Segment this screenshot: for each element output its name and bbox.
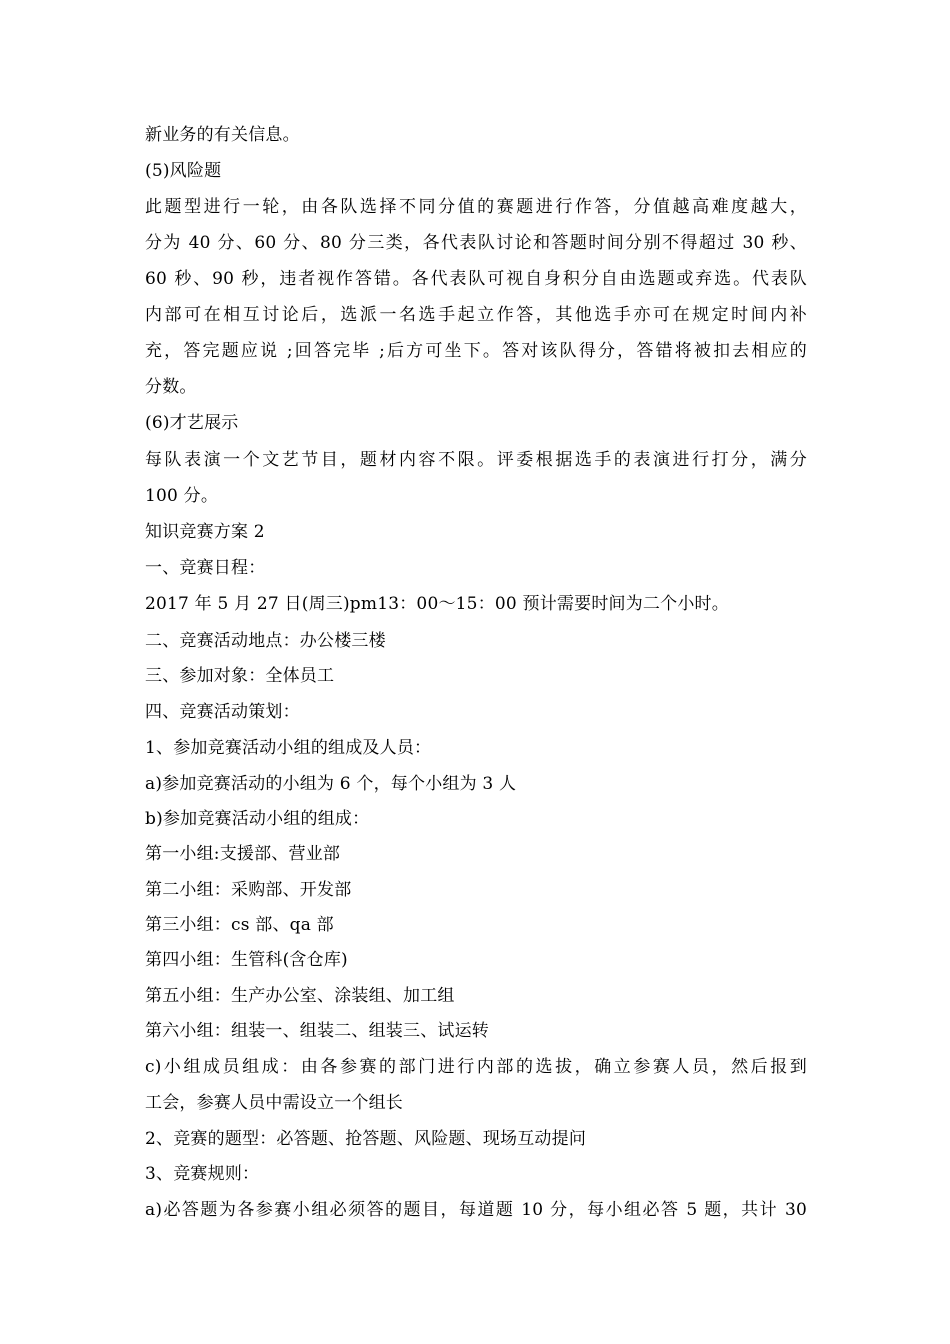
text-line: 工会，参赛人员中需设立一个组长	[145, 1093, 403, 1113]
text-line: 一、竞赛日程：	[145, 558, 266, 578]
text-line: 知识竞赛方案 2	[145, 522, 265, 542]
text-line: 四、竞赛活动策划：	[145, 702, 300, 722]
text-line: 每队表演一个文艺节目，题材内容不限。评委根据选手的表演进行打分，满分	[145, 450, 807, 470]
text-line: c)小组成员组成：由各参赛的部门进行内部的选拔，确立参赛人员，然后报到	[145, 1057, 807, 1077]
text-line: 分为 40 分、60 分、80 分三类，各代表队讨论和答题时间分别不得超过 30 秒、	[145, 233, 807, 253]
text-line: 第二小组：采购部、开发部	[145, 880, 352, 900]
text-line: 内部可在相互讨论后，选派一名选手起立作答，其他选手亦可在规定时间内补	[145, 305, 807, 325]
text-line: 新业务的有关信息。	[145, 125, 300, 145]
text-line: (6)才艺展示	[145, 413, 239, 433]
text-line: 第四小组：生管科(含仓库)	[145, 950, 348, 970]
text-line: 1、参加竞赛活动小组的组成及人员：	[145, 738, 432, 758]
text-line: 100 分。	[145, 486, 219, 506]
text-line: (5)风险题	[145, 161, 222, 181]
text-line: 此题型进行一轮，由各队选择不同分值的赛题进行作答，分值越高难度越大，	[145, 197, 807, 217]
text-line: a)参加竞赛活动的小组为 6 个，每个小组为 3 人	[145, 774, 517, 794]
text-line: 第一小组:支援部、营业部	[145, 844, 341, 864]
text-line: 三、参加对象：全体员工	[145, 666, 335, 686]
text-line: 充，答完题应说 ;回答完毕 ;后方可坐下。答对该队得分，答错将被扣去相应的	[145, 341, 807, 361]
text-line: 3、竞赛规则：	[145, 1164, 260, 1184]
text-line: 2、竞赛的题型：必答题、抢答题、风险题、现场互动提问	[145, 1129, 587, 1149]
text-line: b)参加竞赛活动小组的组成：	[145, 809, 370, 829]
text-line: 第五小组：生产办公室、涂装组、加工组	[145, 986, 455, 1006]
text-line: 二、竞赛活动地点：办公楼三楼	[145, 631, 386, 651]
text-line: a)必答题为各参赛小组必须答的题目，每道题 10 分，每小组必答 5 题，共计 30	[145, 1200, 807, 1220]
text-line: 60 秒、90 秒，违者视作答错。各代表队可视自身积分自由选题或弃选。代表队	[145, 269, 807, 289]
text-line: 第六小组：组装一、组装二、组装三、试运转	[145, 1021, 489, 1041]
text-line: 分数。	[145, 377, 197, 397]
text-line: 2017 年 5 月 27 日(周三)pm13：00～15：00 预计需要时间为二个小时。	[145, 594, 729, 614]
text-line: 第三小组：cs 部、qa 部	[145, 915, 334, 935]
